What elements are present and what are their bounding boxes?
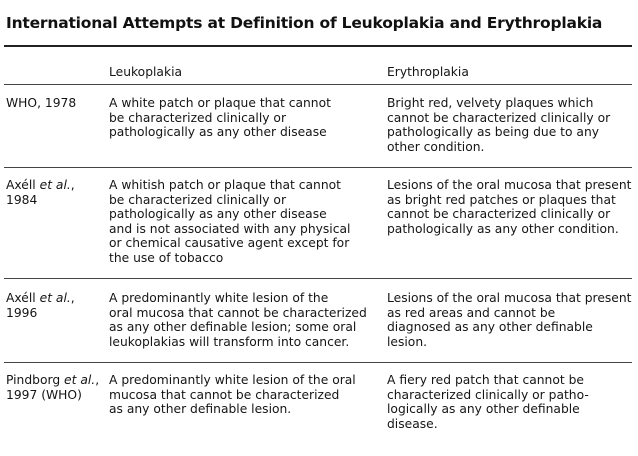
- definition-line: disease.: [387, 416, 438, 431]
- header-divider: [4, 84, 632, 85]
- definition-line: oral mucosa that cannot be characterized: [109, 305, 367, 320]
- definition-line: lesion.: [387, 334, 428, 349]
- row-source-author: Axéll et al.,: [6, 291, 75, 305]
- definition-line: be characterized clinically or: [109, 192, 287, 207]
- title-rule: [4, 45, 632, 47]
- definition-line: as bright red patches or plaques that: [387, 192, 616, 207]
- row-source-year: 1984: [6, 192, 38, 207]
- definition-line: be characterized clinically or: [109, 110, 287, 125]
- table-title: International Attempts at Definition of Leukoplakia and Erythroplakia: [6, 14, 603, 32]
- row-source: [6, 291, 75, 320]
- row-source: [6, 373, 99, 402]
- definition-line: A fiery red patch that cannot be: [387, 373, 584, 387]
- row-leukoplakia-definition: [109, 178, 350, 266]
- row-source: [6, 178, 75, 207]
- row-divider: [4, 167, 632, 168]
- definition-line: pathologically as any other condition.: [387, 221, 619, 236]
- definition-line: the use of tobacco: [109, 250, 224, 265]
- definition-line: or chemical causative agent except for: [109, 236, 350, 251]
- definition-line: mucosa that cannot be characterized: [109, 387, 340, 402]
- row-source-year: 1997 (WHO): [6, 387, 82, 402]
- row-erythroplakia-definition: [387, 373, 589, 431]
- column-header-erythroplakia: Erythroplakia: [387, 65, 469, 79]
- definition-line: other condition.: [387, 139, 485, 154]
- definition-line: Lesions of the oral mucosa that present: [387, 178, 632, 192]
- row-leukoplakia-definition: [109, 291, 367, 349]
- definition-line: Bright red, velvety plaques which: [387, 96, 594, 110]
- column-header-leukoplakia: Leukoplakia: [109, 65, 183, 79]
- definition-line: cannot be characterized clinically or: [387, 110, 611, 125]
- definition-line: and is not associated with any physical: [109, 221, 351, 236]
- row-source: [6, 96, 76, 111]
- definition-line: pathologically as any other disease: [109, 125, 327, 140]
- definition-line: Lesions of the oral mucosa that present: [387, 291, 632, 305]
- definition-line: as any other definable lesion; some oral: [109, 320, 357, 335]
- definition-line: pathologically as being due to any: [387, 125, 600, 140]
- definition-line: diagnosed as any other definable: [387, 320, 593, 335]
- definition-line: leukoplakias will transform into cancer.: [109, 334, 350, 349]
- row-divider: [4, 278, 632, 279]
- definition-line: A white patch or plaque that cannot: [109, 96, 331, 110]
- definition-line: A predominantly white lesion of the oral: [109, 373, 356, 387]
- definition-line: characterized clinically or patho-: [387, 387, 589, 402]
- definition-line: logically as any other definable: [387, 402, 580, 417]
- row-source-author: Axéll et al.,: [6, 178, 75, 192]
- definition-line: as red areas and cannot be: [387, 305, 556, 320]
- definition-line: as any other definable lesion.: [109, 402, 292, 417]
- row-erythroplakia-definition: [387, 96, 610, 154]
- row-source-author: WHO, 1978: [6, 96, 77, 110]
- row-divider: [4, 362, 632, 363]
- row-erythroplakia-definition: [387, 291, 631, 349]
- definition-line: A predominantly white lesion of the: [109, 291, 329, 305]
- row-leukoplakia-definition: [109, 373, 356, 417]
- row-source-year: 1996: [6, 305, 38, 320]
- definition-line: A whitish patch or plaque that cannot: [109, 178, 341, 192]
- row-source-author: Pindborg et al.,: [6, 373, 100, 387]
- row-erythroplakia-definition: [387, 178, 631, 236]
- definition-line: cannot be characterized clinically or: [387, 207, 611, 222]
- definition-line: pathologically as any other disease: [109, 207, 327, 222]
- row-leukoplakia-definition: [109, 96, 331, 140]
